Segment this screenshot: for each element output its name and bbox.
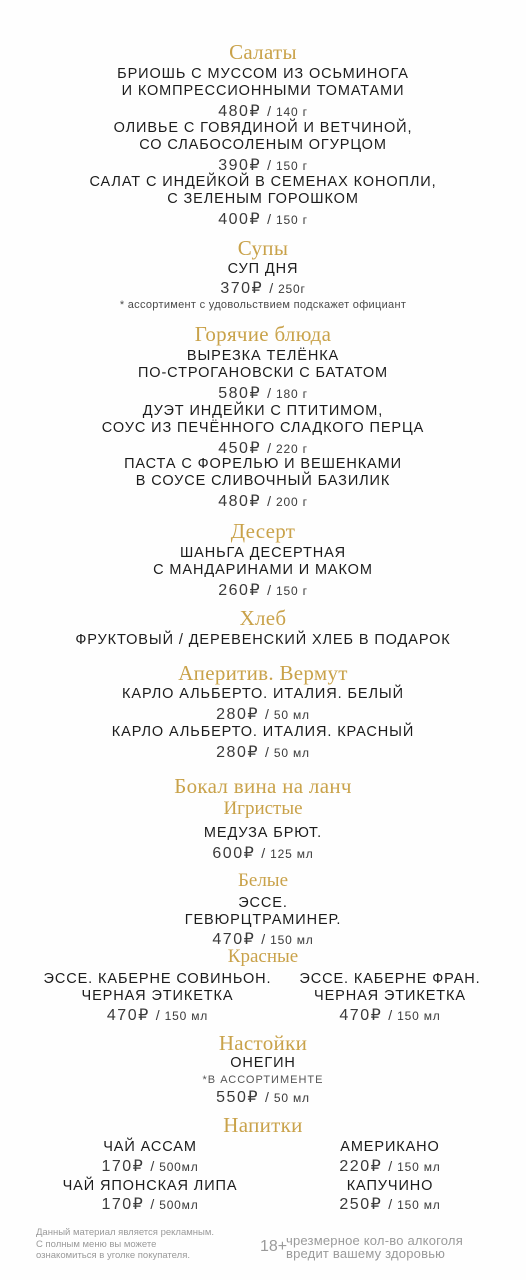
item-name: ЧЕРНАЯ ЭТИКЕТКА	[81, 987, 234, 1004]
item-name: САЛАТ С ИНДЕЙКОЙ В СЕМЕНАХ КОНОПЛИ,	[89, 174, 437, 190]
alcohol-warning	[286, 1234, 506, 1260]
price: 220₽	[339, 1157, 383, 1175]
portion: 150 г	[276, 584, 308, 598]
menu-item	[0, 825, 526, 863]
price: 170₽	[101, 1196, 145, 1213]
price: 450₽	[218, 440, 262, 457]
menu-item	[0, 120, 526, 175]
price-line: 280₽ / 50 мл	[216, 743, 310, 761]
soups-section	[0, 236, 526, 260]
item-name: СУП ДНЯ	[227, 261, 299, 277]
bread-text	[0, 632, 526, 649]
drinks-right-column	[290, 1139, 490, 1214]
sparkling-subsection	[0, 798, 526, 820]
portion: 150 г	[276, 159, 308, 173]
menu-item	[0, 1055, 526, 1107]
price-line: 390₽ / 150 г	[218, 157, 308, 174]
item-name: БРИОШЬ С МУССОМ ИЗ ОСЬМИНОГА	[117, 66, 409, 82]
item-name: ЧАЙ АССАМ	[103, 1139, 197, 1155]
subsection-title-sparkling: Игристые	[223, 798, 303, 819]
item-name: ВЫРЕЗКА ТЕЛЁНКА	[186, 348, 340, 364]
price: 550₽	[216, 1088, 260, 1106]
red-subsection	[0, 946, 526, 968]
portion: 150 мл	[397, 1159, 441, 1174]
drinks-section	[0, 1113, 526, 1137]
portion: 220 г	[276, 442, 308, 456]
item-name: ФРУКТОВЫЙ / ДЕРЕВЕНСКИЙ ХЛЕБ В ПОДАРОК	[75, 632, 451, 648]
item-name: ЭССЕ. КАБЕРНЕ СОВИНЬОН.	[43, 971, 272, 987]
portion: 150 мл	[397, 1198, 441, 1212]
warning-line: вредит вашему здоровью	[286, 1246, 446, 1261]
price-line: 480₽ / 140 г	[218, 103, 308, 120]
menu-item	[0, 403, 526, 458]
subsection-title-white: Белые	[237, 870, 289, 891]
disclaimer-line: С полным меню вы можете	[36, 1238, 157, 1250]
drinks-left-column	[40, 1139, 260, 1214]
section-title-aperitif: Аперитив. Вермут	[178, 661, 348, 685]
price: 580₽	[218, 385, 262, 402]
menu-item	[40, 1139, 260, 1176]
price-line: 550₽ / 50 мл	[216, 1088, 310, 1106]
item-name: ЭССЕ. КАБЕРНЕ ФРАН.	[299, 971, 481, 987]
price-line: 470₽ / 150 мл	[106, 1007, 209, 1024]
advertising-disclaimer	[36, 1227, 276, 1262]
salads-section	[0, 40, 526, 64]
price-line: 280₽ / 50 мл	[216, 705, 310, 723]
portion: 500мл	[159, 1159, 199, 1174]
price-line: 470₽ / 150 мл	[339, 1007, 441, 1024]
price-line: 480₽ / 200 г	[218, 493, 308, 510]
price: 470₽	[339, 1007, 383, 1024]
portion: 200 г	[276, 495, 308, 509]
item-name: СОУС ИЗ ПЕЧЁННОГО СЛАДКОГО ПЕРЦА	[101, 419, 425, 436]
portion: 150 мл	[164, 1009, 209, 1023]
portion: 140 г	[276, 105, 308, 119]
price: 470₽	[212, 931, 256, 948]
white-subsection	[0, 870, 526, 892]
price: 480₽	[218, 493, 262, 510]
menu-item	[0, 724, 526, 762]
disclaimer-line: Данный материал является рекламным.	[36, 1227, 215, 1238]
item-name: ЧЕРНАЯ ЭТИКЕТКА	[314, 987, 466, 1004]
menu-item	[40, 1178, 260, 1215]
menu-item	[290, 1178, 490, 1215]
price: 260₽	[218, 582, 262, 599]
portion: 180 г	[276, 387, 308, 401]
menu-item	[0, 174, 526, 229]
item-name: ДУЭТ ИНДЕЙКИ С ПТИТИМОМ,	[142, 403, 384, 419]
price-line: 600₽ / 125 мл	[212, 844, 314, 862]
portion: 500мл	[159, 1198, 199, 1212]
item-name: ПАСТА С ФОРЕЛЬЮ И ВЕШЕНКАМИ	[124, 456, 402, 472]
portion: 250г	[278, 281, 306, 296]
portion: 50 мл	[273, 707, 310, 722]
section-title-drinks: Напитки	[223, 1113, 303, 1137]
disclaimer-line: ознакомиться в уголке покупателя.	[36, 1250, 190, 1261]
price: 470₽	[106, 1007, 150, 1024]
menu-item	[0, 895, 526, 949]
item-name: АМЕРИКАНО	[340, 1139, 440, 1155]
menu-item	[0, 545, 526, 600]
item-name: ОНЕГИН	[230, 1055, 296, 1071]
price-line: 580₽ / 180 г	[218, 385, 308, 402]
menu-item	[290, 971, 490, 1025]
price: 280₽	[216, 705, 260, 723]
tinctures-note: *В АССОРТИМЕНТЕ	[202, 1073, 324, 1086]
price: 250₽	[339, 1196, 383, 1213]
price-line: 220₽ / 150 мл	[339, 1157, 441, 1175]
item-name: СО СЛАБОСОЛЕНЫМ ОГУРЦОМ	[139, 136, 387, 153]
menu-item	[290, 1139, 490, 1176]
menu-item	[0, 348, 526, 403]
portion: 50 мл	[273, 1090, 310, 1105]
portion: 150 мл	[270, 933, 314, 947]
price: 280₽	[216, 743, 260, 761]
price: 370₽	[220, 279, 264, 297]
portion: 50 мл	[273, 745, 310, 760]
price: 390₽	[218, 157, 262, 174]
section-title-tinctures: Настойки	[218, 1031, 308, 1055]
subsection-title-red: Красные	[227, 946, 299, 967]
item-name: В СОУСЕ СЛИВОЧНЫЙ БАЗИЛИК	[135, 472, 391, 489]
price: 170₽	[101, 1157, 145, 1175]
item-name: ПО-СТРОГАНОВСКИ С БАТАТОМ	[137, 364, 389, 381]
menu-item	[30, 971, 285, 1025]
price: 480₽	[218, 103, 262, 120]
item-name: КАРЛО АЛЬБЕРТО. ИТАЛИЯ. КРАСНЫЙ	[111, 724, 415, 740]
section-title-bread: Хлеб	[239, 606, 287, 630]
wine-section	[0, 774, 526, 798]
aperitif-section	[0, 661, 526, 685]
price-line: 170₽ / 500мл	[101, 1196, 199, 1213]
item-name: ЧАЙ ЯПОНСКАЯ ЛИПА	[62, 1177, 238, 1194]
menu-item	[0, 261, 526, 312]
price-line: 260₽ / 150 г	[218, 582, 308, 599]
item-name: С ЗЕЛЕНЫМ ГОРОШКОМ	[167, 190, 359, 207]
warning-line: чрезмерное кол-во алкоголя	[286, 1233, 463, 1248]
item-name: ШАНЬГА ДЕСЕРТНАЯ	[179, 545, 347, 561]
hot-section	[0, 322, 526, 346]
price-line: 370₽ / 250г	[220, 279, 306, 297]
price-line: 400₽ / 150 г	[218, 211, 308, 228]
price-line: 450₽ / 220 г	[218, 440, 308, 457]
price: 400₽	[218, 211, 262, 228]
portion: 125 мл	[270, 846, 314, 861]
section-title-soups: Супы	[237, 236, 289, 260]
item-name: КАПУЧИНО	[346, 1177, 434, 1194]
menu-item	[0, 456, 526, 511]
price-line: 470₽ / 150 мл	[212, 931, 314, 948]
item-name: И КОМПРЕССИОННЫМИ ТОМАТАМИ	[121, 82, 405, 99]
bread-section	[0, 606, 526, 630]
item-name: С МАНДАРИНАМИ И МАКОМ	[153, 561, 373, 578]
item-name: КАРЛО АЛЬБЕРТО. ИТАЛИЯ. БЕЛЫЙ	[122, 686, 404, 702]
menu-item	[0, 66, 526, 121]
price-line: 250₽ / 150 мл	[339, 1196, 441, 1213]
portion: 150 мл	[397, 1009, 441, 1023]
price: 600₽	[212, 844, 256, 862]
item-name: ОЛИВЬЕ С ГОВЯДИНОЙ И ВЕТЧИНОЙ,	[113, 120, 413, 136]
soups-note: * ассортимент с удовольствием подскажет официант	[119, 298, 407, 311]
dessert-section	[0, 519, 526, 543]
section-title-dessert: Десерт	[230, 519, 296, 543]
item-name: ГЕВЮРЦТРАМИНЕР.	[184, 911, 342, 928]
menu-item	[0, 686, 526, 724]
age-rating-badge: 18+	[260, 1238, 288, 1255]
section-title-hot: Горячие блюда	[194, 322, 332, 346]
price-line: 170₽ / 500мл	[101, 1157, 199, 1175]
portion: 150 г	[276, 213, 308, 227]
section-title-wine: Бокал вина на ланч	[174, 774, 352, 798]
section-title-salads: Салаты	[229, 40, 297, 64]
item-name: МЕДУЗА БРЮТ.	[203, 825, 323, 841]
tinctures-section	[0, 1031, 526, 1055]
item-name: ЭССЕ.	[238, 895, 288, 911]
